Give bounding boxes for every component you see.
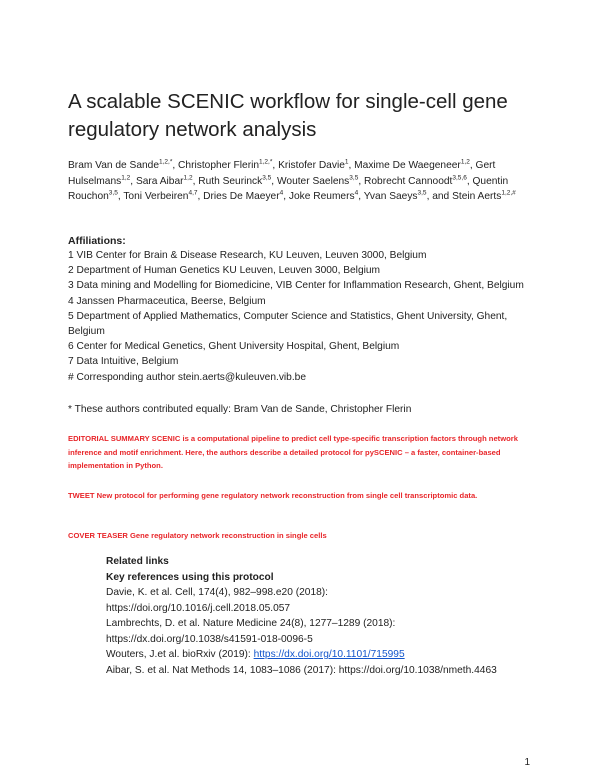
- author-separator: ,: [283, 191, 289, 202]
- author-list: [68, 158, 536, 205]
- author-name: Yvan Saeys: [363, 191, 418, 202]
- author-name: Sara Aibar: [135, 175, 184, 187]
- author-name: Bram Van de Sande: [68, 160, 159, 171]
- author-name: Wouter Saelens: [276, 175, 350, 187]
- affiliation-item: 2 Department of Human Genetics KU Leuven, Leuven 3000, Belgium: [68, 265, 381, 277]
- affiliation-item: 5 Department of Applied Mathematics, Computer Science and Statistics, Ghent University, Ghent, Belgium: [68, 310, 508, 338]
- author-affiliation-marker: 1,2: [121, 174, 131, 182]
- author: [277, 176, 364, 187]
- author-affiliation-marker: 3,5: [262, 174, 272, 182]
- author-separator: ,: [469, 160, 476, 171]
- reference-2-doi: https://dx.doi.org/10.1038/s41591-018-0096-5: [106, 633, 313, 645]
- author-separator: ,: [172, 160, 179, 171]
- equal-contribution-note: * These authors contributed equally: Bram Van de Sande, Christopher Flerin: [68, 404, 412, 415]
- author-affiliation-marker: 1,2,#: [501, 189, 516, 197]
- author-affiliation-marker: 1: [344, 158, 349, 166]
- affiliation-item: # Corresponding author stein.aerts@kuleuven.vib.be: [68, 371, 307, 383]
- author-affiliation-marker: 4: [279, 189, 284, 197]
- affiliations-heading: Affiliations:: [68, 235, 126, 247]
- author-separator: ,: [117, 191, 124, 202]
- author: [278, 160, 354, 171]
- author-affiliation-marker: 1,2: [183, 174, 193, 182]
- affiliation-item: 6 Center for Medical Genetics, Ghent University Hospital, Ghent, Belgium: [68, 341, 400, 353]
- author-separator: ,: [192, 175, 199, 187]
- affiliation-item: 3 Data mining and Modelling for Biomedicine, VIB Center for Inflammation Research, Ghent, Belgium: [68, 280, 524, 292]
- paper-title: A scalable SCENIC workflow for single-cell gene regulatory network analysis: [68, 90, 508, 141]
- author-name: Kristofer Davie: [278, 160, 345, 171]
- related-links-section: [106, 554, 546, 678]
- affiliation-item: 4 Janssen Pharmaceutica, Beerse, Belgium: [68, 295, 266, 307]
- author-affiliation-marker: 1,2: [460, 158, 470, 166]
- reference-3: [106, 647, 546, 663]
- author: [198, 176, 277, 187]
- author-name: Gert Hulselmans: [68, 160, 496, 187]
- author-separator: ,: [348, 160, 355, 171]
- author-separator: ,: [466, 175, 473, 187]
- author-affiliation-marker: 3,5: [349, 174, 359, 182]
- author-affiliation-marker: 3,5: [417, 189, 427, 197]
- author: [136, 176, 198, 187]
- author-name: Toni Verbeiren: [123, 191, 189, 202]
- author: [178, 160, 278, 171]
- author-separator: ,: [358, 175, 364, 187]
- author-separator: , and: [426, 191, 453, 202]
- related-links-heading: Related links: [106, 556, 169, 567]
- editorial-summary: EDITORIAL SUMMARY SCENIC is a computational pipeline to predict cell type-specific transcription factors through network inference and motif enrichment. Here, the authors describe a detailed protocol for pySCENIC – a faster, container-based implementation in Python.: [68, 434, 518, 470]
- reference-2-citation: Lambrechts, D. et al. Nature Medicine 24(8), 1277–1289 (2018):: [106, 618, 396, 629]
- author-name: Dries De Maeyer: [203, 191, 280, 202]
- author-affiliation-marker: 4: [354, 189, 359, 197]
- author-name: Stein Aerts: [452, 191, 502, 202]
- author-affiliation-marker: 3,5: [108, 189, 118, 197]
- author-name: Robrecht Cannoodt: [364, 175, 453, 187]
- author-name: Ruth Seurinck: [198, 175, 263, 187]
- author-name: Joke Reumers: [288, 191, 355, 202]
- author-separator: ,: [271, 175, 277, 187]
- reference-4: Aibar, S. et al. Nat Methods 14, 1083–1086 (2017): https://doi.org/10.1038/nmeth.4463: [106, 664, 497, 676]
- author: [452, 191, 516, 202]
- author-affiliation-marker: 3,5,6: [452, 174, 467, 182]
- page-number: 1: [524, 757, 530, 768]
- author-separator: ,: [197, 191, 204, 202]
- author: [68, 160, 178, 171]
- reference-1-doi: https://doi.org/10.1016/j.cell.2018.05.057: [106, 602, 291, 614]
- author-affiliation-marker: 1,2,*: [159, 158, 173, 166]
- tweet-text: TWEET New protocol for performing gene regulatory network reconstruction from single cell transcriptomic data.: [68, 491, 478, 500]
- author-name: Quentin Rouchon: [68, 175, 509, 202]
- author-affiliation-marker: 1,2,*: [259, 158, 273, 166]
- author-separator: ,: [130, 175, 136, 187]
- affiliation-item: 7 Data Intuitive, Belgium: [68, 356, 179, 368]
- author: [289, 191, 364, 202]
- author: [364, 191, 452, 202]
- author-separator: ,: [272, 160, 279, 171]
- reference-1-citation: Davie, K. et al. Cell, 174(4), 982–998.e20 (2018):: [106, 587, 328, 598]
- author: [123, 191, 203, 202]
- author-separator: ,: [358, 191, 364, 202]
- author: [354, 160, 475, 171]
- key-references-heading: Key references using this protocol: [106, 571, 274, 583]
- cover-teaser: COVER TEASER Gene regulatory network reconstruction in single cells: [68, 531, 327, 540]
- author-name: Christopher Flerin: [178, 160, 260, 171]
- author-affiliation-marker: 4,7: [188, 189, 198, 197]
- reference-3-doi-link[interactable]: https://dx.doi.org/10.1101/715995: [253, 649, 405, 660]
- affiliations-list: [68, 248, 538, 385]
- affiliation-item: 1 VIB Center for Brain & Disease Research, KU Leuven, Leuven 3000, Belgium: [68, 250, 427, 261]
- author: [364, 176, 473, 187]
- author: [203, 191, 289, 202]
- author-name: Maxime De Waegeneer: [354, 160, 461, 171]
- reference-3-citation: Wouters, J.et al. bioRxiv (2019):: [106, 649, 254, 660]
